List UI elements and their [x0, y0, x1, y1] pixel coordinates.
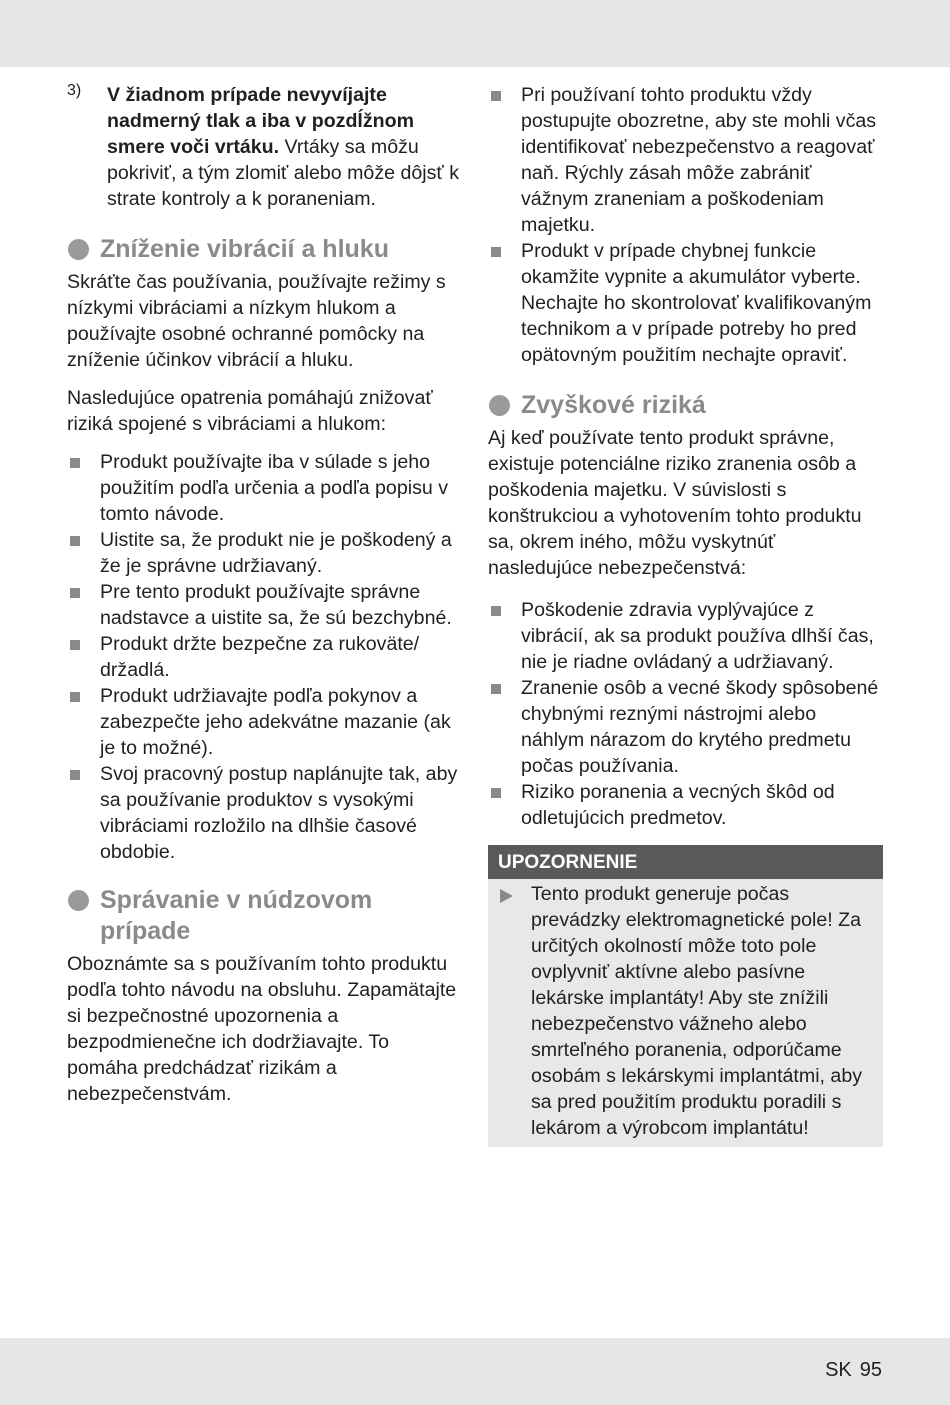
bullet-circle-icon — [68, 890, 89, 911]
list-item — [488, 675, 883, 779]
section-heading-text: Zvyškové riziká — [521, 391, 706, 419]
header-band — [0, 0, 950, 67]
item-text — [107, 82, 462, 212]
section-heading-residual-risks — [488, 390, 883, 421]
section-heading-vibration — [67, 234, 462, 265]
footer-band — [0, 1338, 950, 1405]
item-regular-text: Vrtáky sa môžu pokriviť, a tým zlomiť alebo môže dôjsť k strate kontroly a k poraneniam. — [107, 136, 459, 210]
list-item — [488, 238, 883, 368]
square-bullet-icon — [491, 684, 501, 694]
page-number: 95 — [859, 1359, 882, 1381]
warning-box — [488, 845, 883, 1147]
warning-body — [488, 879, 883, 1147]
triangle-arrow-icon — [500, 889, 513, 903]
list-item-text: Pri používaní tohto produktu vždy postupujte obozretne, aby ste mohli včas identifikovať nebezpečenstvo a reagovať naň. Rýchly zásah môže zabrániť vážnym zraneniam a poškodeniam majetku. — [521, 84, 877, 236]
bullet-circle-icon — [489, 395, 510, 416]
list-item — [67, 761, 462, 865]
square-bullet-icon — [70, 640, 80, 650]
bullet-list — [488, 597, 883, 831]
list-item — [488, 779, 883, 831]
list-item — [488, 82, 883, 238]
left-column — [67, 82, 462, 1119]
square-bullet-icon — [70, 770, 80, 780]
list-item — [67, 579, 462, 631]
square-bullet-icon — [70, 536, 80, 546]
right-column — [488, 82, 883, 1147]
section-heading-emergency — [67, 885, 462, 947]
list-item — [488, 597, 883, 675]
page-footer — [825, 1359, 882, 1382]
list-item-text: Produkt udržiavajte podľa pokynov a zabezpečte jeho adekvátne mazanie (ak je to možné). — [100, 685, 451, 759]
list-item-text: Uistite sa, že produkt nie je poškodený a že je správne udržiavaný. — [100, 529, 452, 577]
list-item-text: Riziko poranenia a vecných škôd od odletujúcich predmetov. — [521, 781, 835, 829]
list-item — [67, 527, 462, 579]
list-item-text: Zranenie osôb a vecné škody spôsobené chybnými reznými nástrojmi alebo náhlym nárazom do krytého predmetu počas používania. — [521, 677, 879, 777]
list-item — [67, 631, 462, 683]
paragraph: Oboznámte sa s používaním tohto produktu podľa tohto návodu na obsluhu. Zapamätajte si bezpečnostné upozornenia a bezpodmienečne ich dodržiavajte. To pomáha predchádzať rizikám a nebezpečenstvám. — [67, 953, 457, 1105]
list-item-text: Produkt používajte iba v súlade s jeho použitím podľa určenia a podľa popisu v tomto návode. — [100, 451, 449, 525]
square-bullet-icon — [70, 458, 80, 468]
square-bullet-icon — [70, 692, 80, 702]
warning-label: UPOZORNENIE — [488, 845, 883, 879]
numbered-item-3 — [67, 82, 462, 212]
item-bold-text: V žiadnom prípade nevyvíjajte nadmerný tlak a iba v pozdĺžnom smere voči vrtáku. — [107, 84, 415, 158]
list-item-text: Produkt držte bezpečne za rukoväte/ držadlá. — [100, 633, 420, 681]
warning-text: Tento produkt generuje počas prevádzky elektromagnetické pole! Za určitých okolností môže toto pole ovplyvniť aktívne alebo pasívne lekárske implantáty! Aby ste znížili nebezpečenstvo vážneho alebo smrteľného poranenia, odporúčame osobám s lekárskymi implantátmi, aby sa pred použitím produktu poradili s lekárom a výrobcom implantátu! — [531, 883, 863, 1139]
language-code: SK — [825, 1359, 852, 1381]
section-heading-text: Zníženie vibrácií a hluku — [100, 235, 389, 263]
list-item — [67, 683, 462, 761]
list-item-text: Produkt v prípade chybnej funkcie okamžite vypnite a akumulátor vyberte. Nechajte ho skontrolovať kvalifikovaným technikom a v prípade potreby ho pred opätovným použitím nechajte opraviť. — [521, 240, 872, 366]
square-bullet-icon — [491, 91, 501, 101]
paragraph: Nasledujúce opatrenia pomáhajú znižovať riziká spojené s vibráciami a hlukom: — [67, 387, 433, 435]
list-item-text: Poškodenie zdravia vyplývajúce z vibrácií, ak sa produkt používa dlhší čas, nie je riadne ovládaný a udržiavaný. — [521, 599, 874, 673]
list-item-text: Svoj pracovný postup naplánujte tak, aby sa používanie produktov s vysokými vibráciami rozložilo na dlhšie časové obdobie. — [100, 763, 458, 863]
square-bullet-icon — [491, 606, 501, 616]
section-heading-text: Správanie v núdzovom prípade — [100, 886, 373, 945]
list-item-text: Pre tento produkt používajte správne nadstavce a uistite sa, že sú bezchybné. — [100, 581, 452, 629]
bullet-circle-icon — [68, 239, 89, 260]
square-bullet-icon — [491, 247, 501, 257]
square-bullet-icon — [491, 788, 501, 798]
square-bullet-icon — [70, 588, 80, 598]
item-number: 3) — [67, 82, 82, 99]
paragraph: Aj keď používate tento produkt správne, existuje potenciálne riziko zranenia osôb a poškodenia majetku. V súvislosti s konštrukciou a vyhotovením tohto produktu sa, okrem iného, môžu vyskytnúť nasledujúce nebezpečenstvá: — [488, 427, 862, 579]
bullet-list — [67, 449, 462, 865]
list-item — [67, 449, 462, 527]
bullet-list — [488, 82, 883, 368]
paragraph: Skráťte čas používania, používajte režimy s nízkymi vibráciami a nízkym hlukom a používajte osobné ochranné pomôcky na zníženie účinkov vibrácií a hluku. — [67, 271, 446, 371]
